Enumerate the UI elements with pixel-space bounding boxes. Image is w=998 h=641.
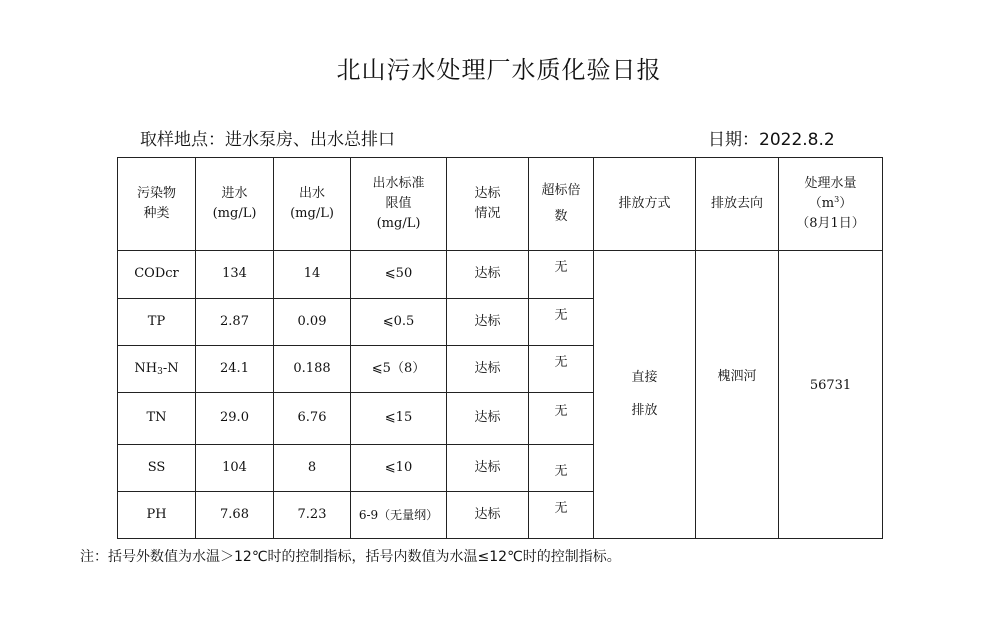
- cell-inlet: 2.87: [196, 299, 274, 346]
- cell-pollutant: TN: [118, 393, 196, 445]
- cell-inlet: 7.68: [196, 492, 274, 539]
- cell-exceed: [529, 445, 594, 492]
- cell-limit: ⩽0.5: [351, 299, 447, 346]
- report-title: 北山污水处理厂水质化验日报: [336, 56, 662, 84]
- header-inlet-line2: (mg/L): [212, 206, 257, 221]
- cell-exceed-text: 无: [554, 260, 568, 276]
- header-volume-unit-end: ）: [839, 195, 853, 211]
- table-row: [118, 251, 883, 299]
- cell-outlet: 6.76: [274, 393, 351, 445]
- header-inlet: [196, 158, 274, 251]
- cell-outlet: 8: [274, 445, 351, 492]
- cell-status: 达标: [447, 251, 529, 299]
- water-quality-table: [117, 157, 883, 539]
- cell-exceed: [529, 346, 594, 393]
- header-destination: 排放去向: [696, 158, 779, 251]
- cell-exceed-text: 无: [554, 404, 568, 420]
- header-inlet-line1: 进水: [221, 185, 248, 201]
- cell-exceed: [529, 492, 594, 539]
- cell-limit: ⩽10: [351, 445, 447, 492]
- cell-status: 达标: [447, 393, 529, 445]
- header-exceed-line2: 数: [554, 209, 568, 224]
- discharge-method-line1: 直接: [631, 370, 658, 386]
- header-outlet: [274, 158, 351, 251]
- cell-status: 达标: [447, 346, 529, 393]
- cell-status: 达标: [447, 299, 529, 346]
- header-limit-line3: (mg/L): [376, 216, 421, 232]
- cell-pollutant: CODcr: [118, 251, 196, 299]
- header-status-line2: 情况: [474, 206, 501, 221]
- header-limit-line1: 出水标准: [372, 175, 425, 191]
- header-limit: [351, 158, 447, 251]
- treated-volume-value: 56731: [809, 378, 852, 394]
- cell-outlet: 0.09: [274, 299, 351, 346]
- header-outlet-line2: (mg/L): [290, 206, 334, 221]
- cell-outlet: 0.188: [274, 346, 351, 393]
- header-limit-line2: 限值: [385, 195, 412, 211]
- cell-status: 达标: [447, 445, 529, 492]
- cell-exceed: [529, 251, 594, 299]
- cell-discharge-method: [594, 251, 696, 539]
- cell-pollutant: TP: [118, 299, 196, 346]
- cell-pollutant: SS: [118, 445, 196, 492]
- sampling-site: 取样地点：进水泵房、出水总排口: [140, 130, 395, 150]
- cell-discharge-destination: [696, 251, 779, 539]
- header-pollutant-line1: 污染物: [136, 185, 176, 201]
- pollutant-formula-subscript: 3: [157, 366, 163, 377]
- header-status-line1: 达标: [474, 185, 501, 201]
- header-volume: [779, 158, 883, 251]
- header-pollutant-line2: 种类: [143, 206, 170, 221]
- footnote: 注：括号外数值为水温＞12℃时的控制指标，括号内数值为水温≤12℃时的控制指标。: [80, 549, 621, 565]
- header-row: [118, 158, 883, 251]
- header-method: 排放方式: [594, 158, 696, 251]
- cell-exceed-text: 无: [554, 500, 568, 516]
- cell-status: 达标: [447, 492, 529, 539]
- cell-inlet: 104: [196, 445, 274, 492]
- cell-inlet: 24.1: [196, 346, 274, 393]
- cell-exceed-text: 无: [554, 307, 568, 323]
- cell-outlet: 14: [274, 251, 351, 299]
- header-volume-line3: （8月1日）: [796, 216, 865, 232]
- cell-exceed: [529, 299, 594, 346]
- cell-limit: ⩽5（8）: [351, 346, 447, 393]
- header-volume-unit: （m: [808, 195, 835, 211]
- pollutant-formula-suffix: -N: [162, 360, 179, 376]
- header-outlet-line1: 出水: [298, 185, 325, 201]
- cell-inlet: 134: [196, 251, 274, 299]
- header-volume-line2: [779, 194, 882, 214]
- cell-inlet: 29.0: [196, 393, 274, 445]
- cell-exceed-text: 无: [554, 463, 568, 479]
- header-volume-line1: 处理水量: [804, 175, 857, 191]
- cell-pollutant: PH: [118, 492, 196, 539]
- cell-outlet: 7.23: [274, 492, 351, 539]
- header-volume-unit-sup: 3: [834, 194, 840, 204]
- report-date: 日期：2022.8.2: [708, 130, 835, 150]
- header-exceed-line1: 超标倍: [541, 182, 581, 198]
- pollutant-formula: NH: [134, 360, 158, 376]
- header-pollutant: [118, 158, 196, 251]
- cell-limit: ⩽50: [351, 251, 447, 299]
- cell-limit: 6-9（无量纲）: [351, 492, 447, 539]
- discharge-method-line2: 排放: [631, 402, 658, 418]
- cell-limit: ⩽15: [351, 393, 447, 445]
- cell-treated-volume: [779, 251, 883, 539]
- cell-pollutant: [118, 346, 196, 393]
- discharge-destination-text: 槐泗河: [717, 369, 757, 385]
- cell-exceed-text: 无: [554, 354, 568, 370]
- cell-exceed: [529, 393, 594, 445]
- header-status: [447, 158, 529, 251]
- header-exceed: [529, 158, 594, 251]
